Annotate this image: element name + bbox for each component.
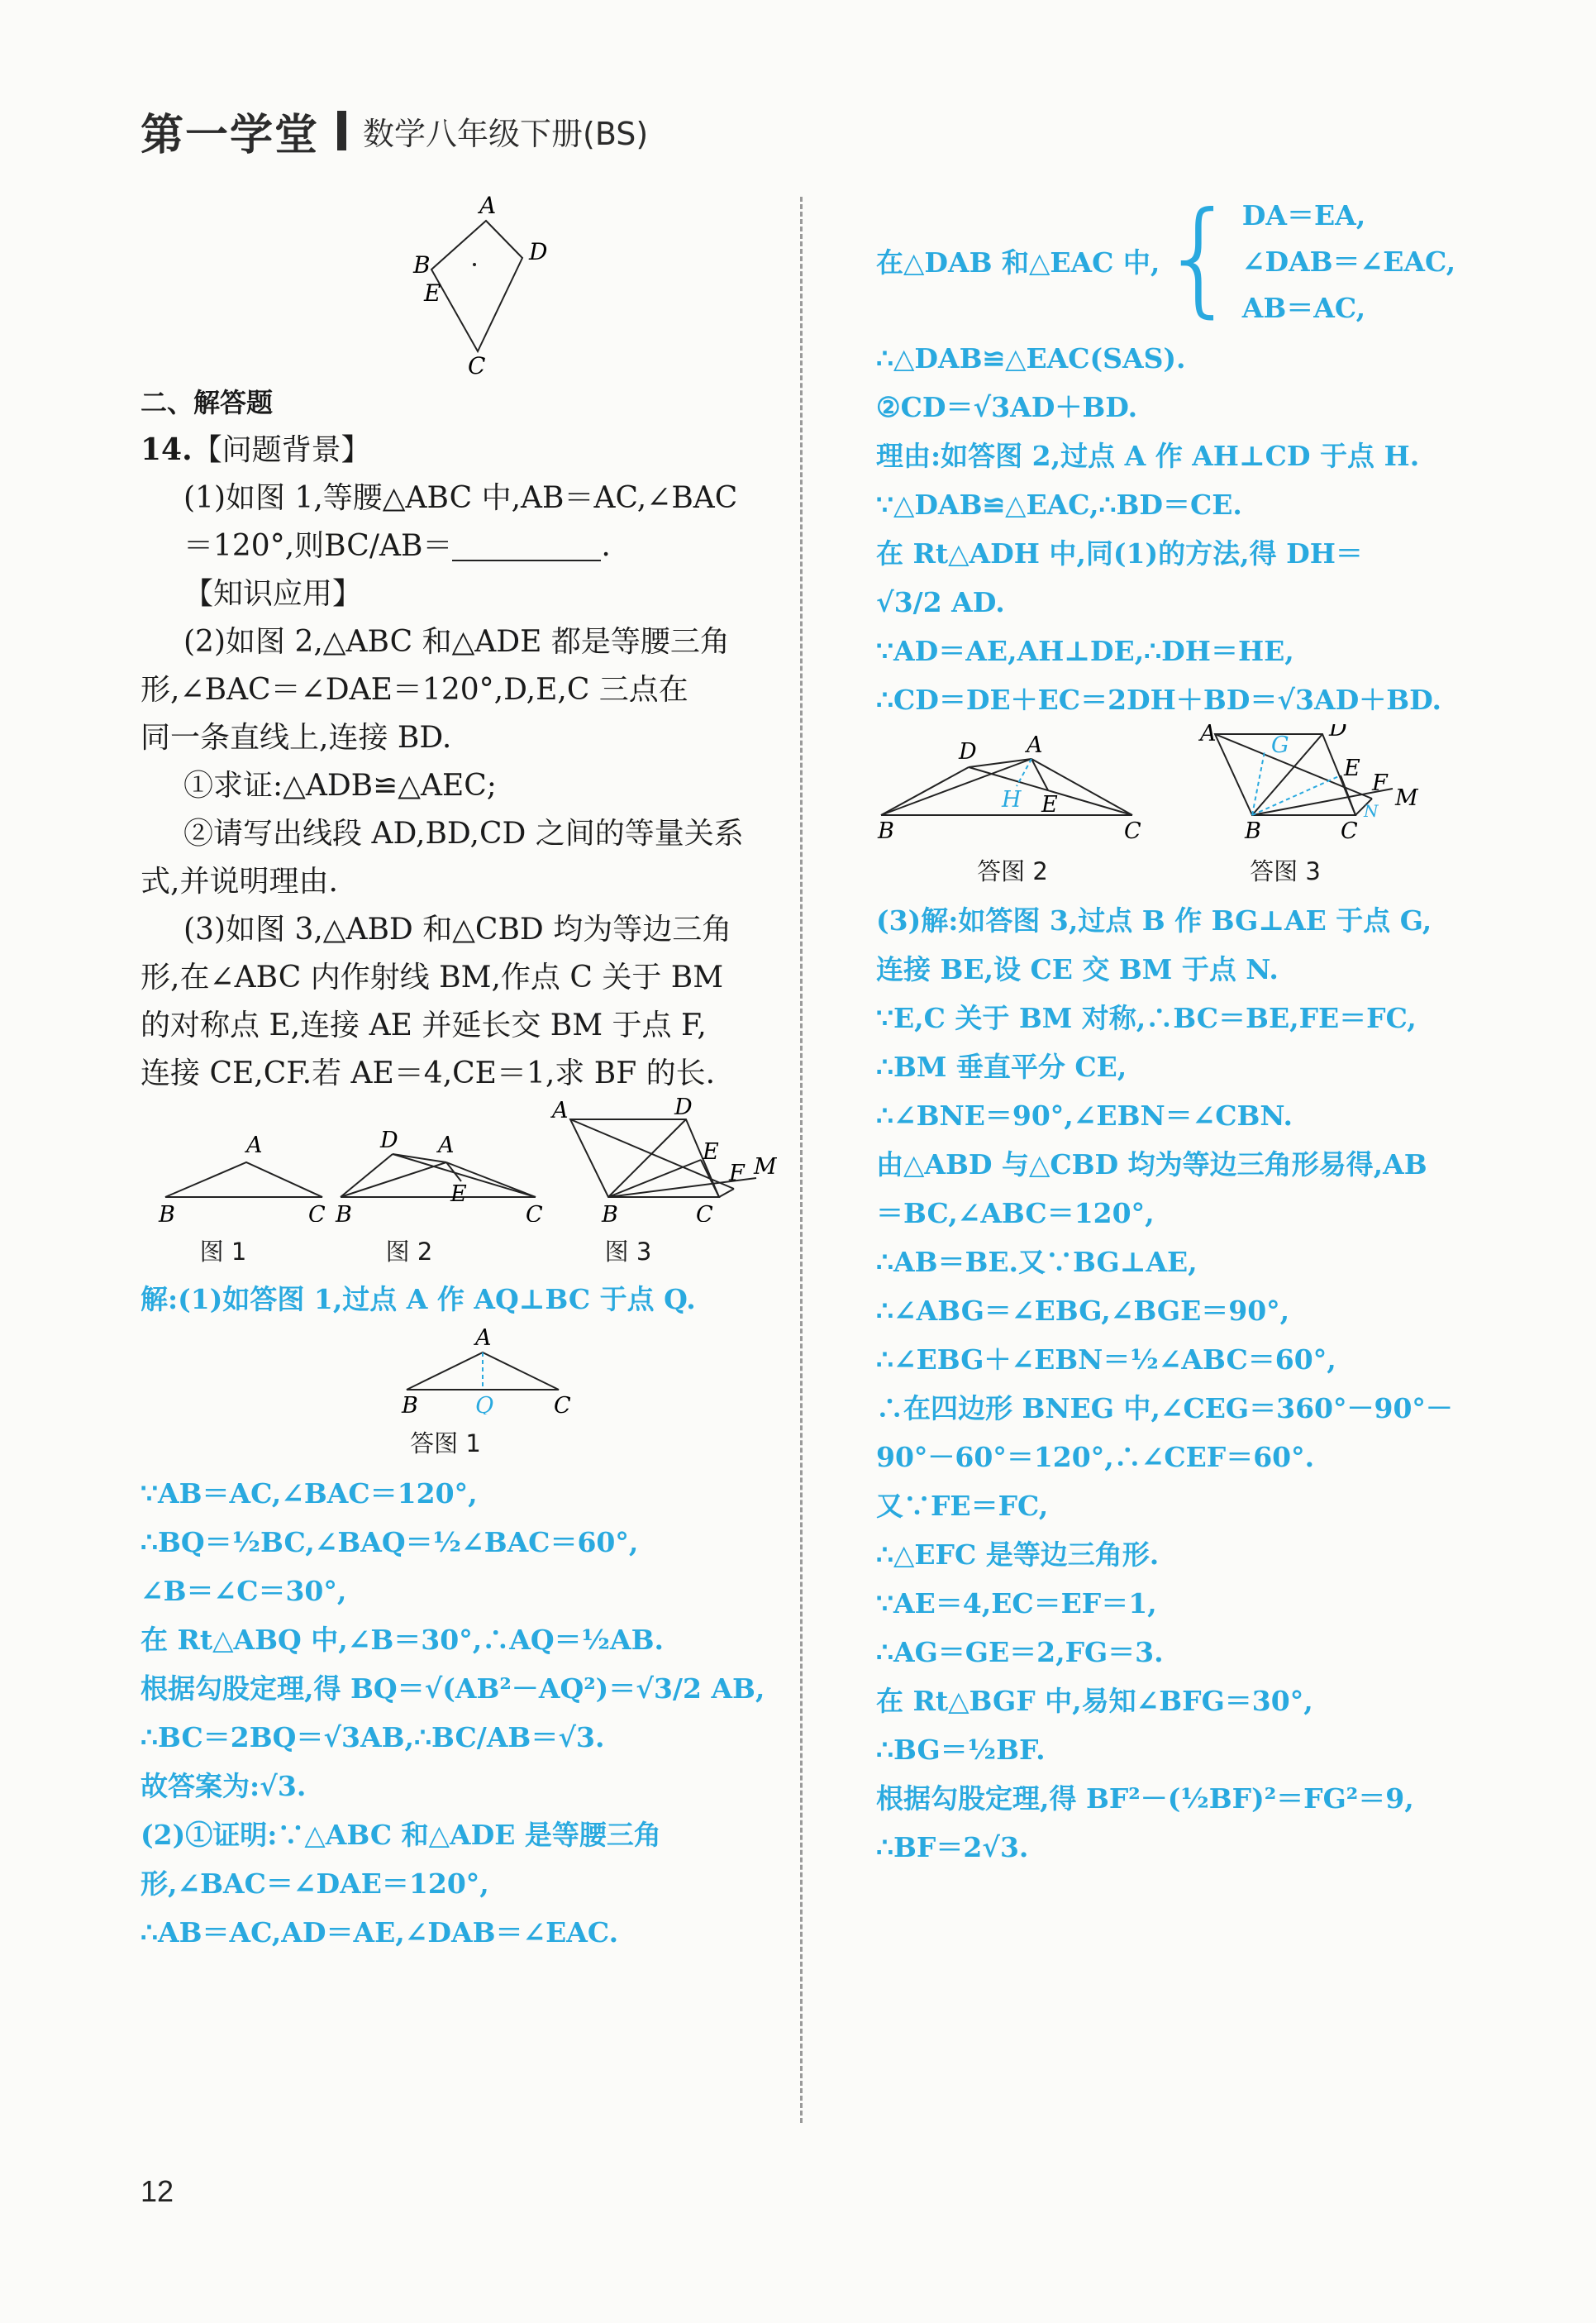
brace-prefix: 在△DAB 和△EAC 中, [876,246,1160,279]
right-line-2: ②CD＝√3AD＋BD. [876,391,1138,423]
brace-conditions [1242,193,1455,332]
fig2-label-b: B [336,1202,352,1222]
solution-line-2: ∵AB＝AC,∠BAC＝120°, [141,1477,478,1510]
solution-line-9: (2)①证明:∵△ABC 和△ADE 是等腰三角 [141,1819,661,1851]
brace-line-3: AB＝AC, [1241,292,1366,324]
right-column [876,186,1471,1872]
solution-line-6: 根据勾股定理,得 BQ＝√(AB²－AQ²)＝√3/2 AB, [141,1672,765,1705]
kite-label-d: D [529,238,548,265]
congruence-system [876,186,1471,334]
right-line-23: ∵AE＝4,EC＝EF＝1, [876,1587,1157,1619]
ans2-label-a: A [1027,732,1043,758]
column-divider [800,197,803,2123]
figure-captions [141,1225,777,1275]
fig2-label-a: A [438,1133,455,1158]
fig3-label-m: M [754,1154,777,1180]
right-line-17: ∴∠ABG＝∠EBG,∠BGE＝90°, [876,1295,1290,1327]
solution-line-5: 在 Rt△ABQ 中,∠B＝30°,∴AQ＝½AB. [141,1624,664,1656]
answer-figure-1 [141,1324,777,1414]
ans1-label-a: A [475,1325,492,1351]
right-line-7: ∵AD＝AE,AH⊥DE,∴DH＝HE, [876,635,1294,667]
question-header [141,426,777,475]
right-line-5: 在 Rt△ADH 中,同(1)的方法,得 DH＝ [876,537,1363,570]
right-line-3: 理由:如答图 2,过点 A 作 AH⊥CD 于点 H. [876,440,1420,472]
ans1-label-b: B [402,1393,418,1414]
right-line-21: 又∵FE＝FC, [876,1490,1049,1522]
left-brace-icon: { [1160,186,1239,330]
ans3-label-g: G [1271,732,1289,758]
ans3-label-f: F [1372,770,1388,796]
page-number: 12 [141,2174,174,2208]
solution-line-10: 形,∠BAC＝∠DAE＝120°, [141,1867,489,1900]
right-line-1: ∴△DAB≌△EAC(SAS). [876,342,1186,374]
solution-line-7: ∴BC＝2BQ＝√3AB,∴BC/AB＝√3. [141,1721,605,1753]
kite-figure [141,190,777,376]
right-line-4: ∵△DAB≌△EAC,∴BD＝CE. [876,489,1242,521]
ans2-label-e: E [1041,792,1058,818]
ans2-label-c: C [1124,818,1141,840]
solution-line-11: ∴AB＝AC,AD＝AE,∠DAB＝∠EAC. [141,1916,619,1949]
right-line-24: ∴AG＝GE＝2,FG＝3. [876,1636,1164,1668]
kite-label-b: B [413,251,431,279]
ans3-label-n: N [1364,801,1379,821]
kite-label-e: E [424,279,441,307]
q3-line-4: 连接 CE,CF.若 AE＝4,CE＝1,求 BF 的长. [141,1057,716,1090]
header-separator [337,111,346,150]
right-line-16: ∴AB＝BE.又∵BG⊥AE, [876,1246,1198,1278]
q3-line-1: (3)如图 3,△ABD 和△CBD 均为等边三角 [183,913,732,947]
ans3-label-b: B [1245,818,1261,840]
ans3-label-m: M [1395,785,1418,811]
solution-line-3: ∴BQ＝½BC,∠BAQ＝½∠BAC＝60°, [141,1526,639,1558]
q1-line-2-end: . [601,529,611,563]
fig1-label-a: A [246,1133,263,1158]
q1-line-2-text: ＝120°,则BC/AB＝ [183,529,453,563]
right-line-22: ∴△EFC 是等边三角形. [876,1538,1160,1571]
right-line-12: ∴BM 垂直平分 CE, [876,1051,1127,1083]
fig1-caption: 图 1 [199,1237,247,1266]
fig2-label-e: E [450,1181,467,1207]
solution-line-1: 解:(1)如答图 1,过点 A 作 AQ⊥BC 于点 Q. [141,1283,696,1315]
ans1-label-q: Q [475,1393,494,1414]
right-line-27: 根据勾股定理,得 BF²－(½BF)²＝FG²＝9, [876,1782,1414,1815]
fig3-label-f: F [729,1161,745,1186]
answer-figure-captions [876,843,1471,896]
q2-line-6: 式,并说明理由. [141,865,338,899]
fig3-label-a: A [552,1098,569,1123]
right-line-25: 在 Rt△BGF 中,易知∠BFG＝30°, [876,1685,1313,1717]
right-line-10: 连接 BE,设 CE 交 BM 于点 N. [876,953,1279,985]
question-figures [141,1098,777,1222]
ans3-label-c: C [1341,818,1358,840]
fig3-label-e: E [703,1139,719,1165]
page-header [141,98,648,164]
ans-fig2-caption: 答图 2 [977,856,1048,885]
right-line-20: 90°－60°＝120°,∴∠CEF＝60°. [876,1441,1315,1473]
q2-line-3: 同一条直线上,连接 BD. [141,721,452,755]
right-line-15: ＝BC,∠ABC＝120°, [876,1197,1155,1229]
book-title: 数学八年级下册(BS) [363,115,649,152]
fig1-label-b: B [159,1202,175,1222]
right-line-28: ∴BF＝2√3. [876,1831,1029,1863]
question-number: 14. [141,432,193,467]
ans3-label-e: E [1344,756,1360,781]
ans-fig1-caption: 答图 1 [410,1429,481,1457]
kite-label-a: A [479,192,497,219]
right-line-18: ∴∠EBG＋∠EBN＝½∠ABC＝60°, [876,1343,1336,1376]
solution-line-4: ∠B＝∠C＝30°, [141,1575,347,1607]
ans3-label-d: D [1329,724,1347,742]
ans-fig3-caption: 答图 3 [1250,856,1321,885]
q3-line-2: 形,在∠ABC 内作射线 BM,作点 C 关于 BM [141,961,724,995]
ans2-label-d: D [959,739,977,765]
knowledge-application-tag: 【知识应用】 [183,577,363,611]
question-background-tag: 【问题背景】 [192,433,371,467]
solution-line-8: 故答案为:√3. [141,1770,307,1802]
fig2-label-c: C [526,1202,543,1222]
right-line-26: ∴BG＝½BF. [876,1734,1046,1766]
right-line-9: (3)解:如答图 3,过点 B 作 BG⊥AE 于点 G, [876,904,1432,937]
ans2-label-b: B [878,818,894,840]
left-column [141,190,777,1957]
q2-line-2: 形,∠BAC＝∠DAE＝120°,D,E,C 三点在 [141,673,688,707]
fig2-label-d: D [380,1128,398,1153]
q2-line-4: ①求证:△ADB≌△AEC; [183,769,497,803]
q3-line-3: 的对称点 E,连接 AE 并延长交 BM 于点 F, [141,1009,707,1042]
answer-blank [452,535,601,561]
q2-line-1: (2)如图 2,△ABC 和△ADE 都是等腰三角 [183,625,730,659]
answer-figures-2-3 [876,724,1471,840]
fig3-caption: 图 3 [604,1237,652,1266]
q1-line-2 [141,522,777,570]
fig3-label-b: B [602,1202,618,1222]
kite-label-c: C [468,352,486,376]
section-title: 二、解答题 [141,387,274,418]
fig3-label-d: D [674,1098,693,1120]
ans1-label-c: C [554,1393,571,1414]
brand-title: 第一学堂 [141,110,320,160]
right-line-6: √3/2 AD. [876,586,1005,618]
right-line-8: ∴CD＝DE＋EC＝2DH＋BD＝√3AD＋BD. [876,684,1442,716]
right-line-11: ∵E,C 关于 BM 对称,∴BC＝BE,FE＝FC, [876,1002,1417,1034]
q1-line-1: (1)如图 1,等腰△ABC 中,AB＝AC,∠BAC [183,481,738,515]
fig1-label-c: C [308,1202,326,1222]
right-line-14: 由△ABD 与△CBD 均为等边三角形易得,AB [876,1148,1427,1181]
brace-line-2: ∠DAB＝∠EAC, [1241,246,1456,278]
ans2-label-h: H [1002,787,1022,813]
right-line-19: ∴在四边形 BNEG 中,∠CEG＝360°－90°－ [876,1392,1453,1424]
ans3-label-a: A [1200,724,1217,747]
right-line-13: ∴∠BNE＝90°,∠EBN＝∠CBN. [876,1099,1293,1132]
q2-line-5: ②请写出线段 AD,BD,CD 之间的等量关系 [183,817,744,851]
brace-line-1: DA＝EA, [1241,199,1366,231]
fig2-caption: 图 2 [385,1237,433,1266]
fig3-label-c: C [696,1202,713,1222]
